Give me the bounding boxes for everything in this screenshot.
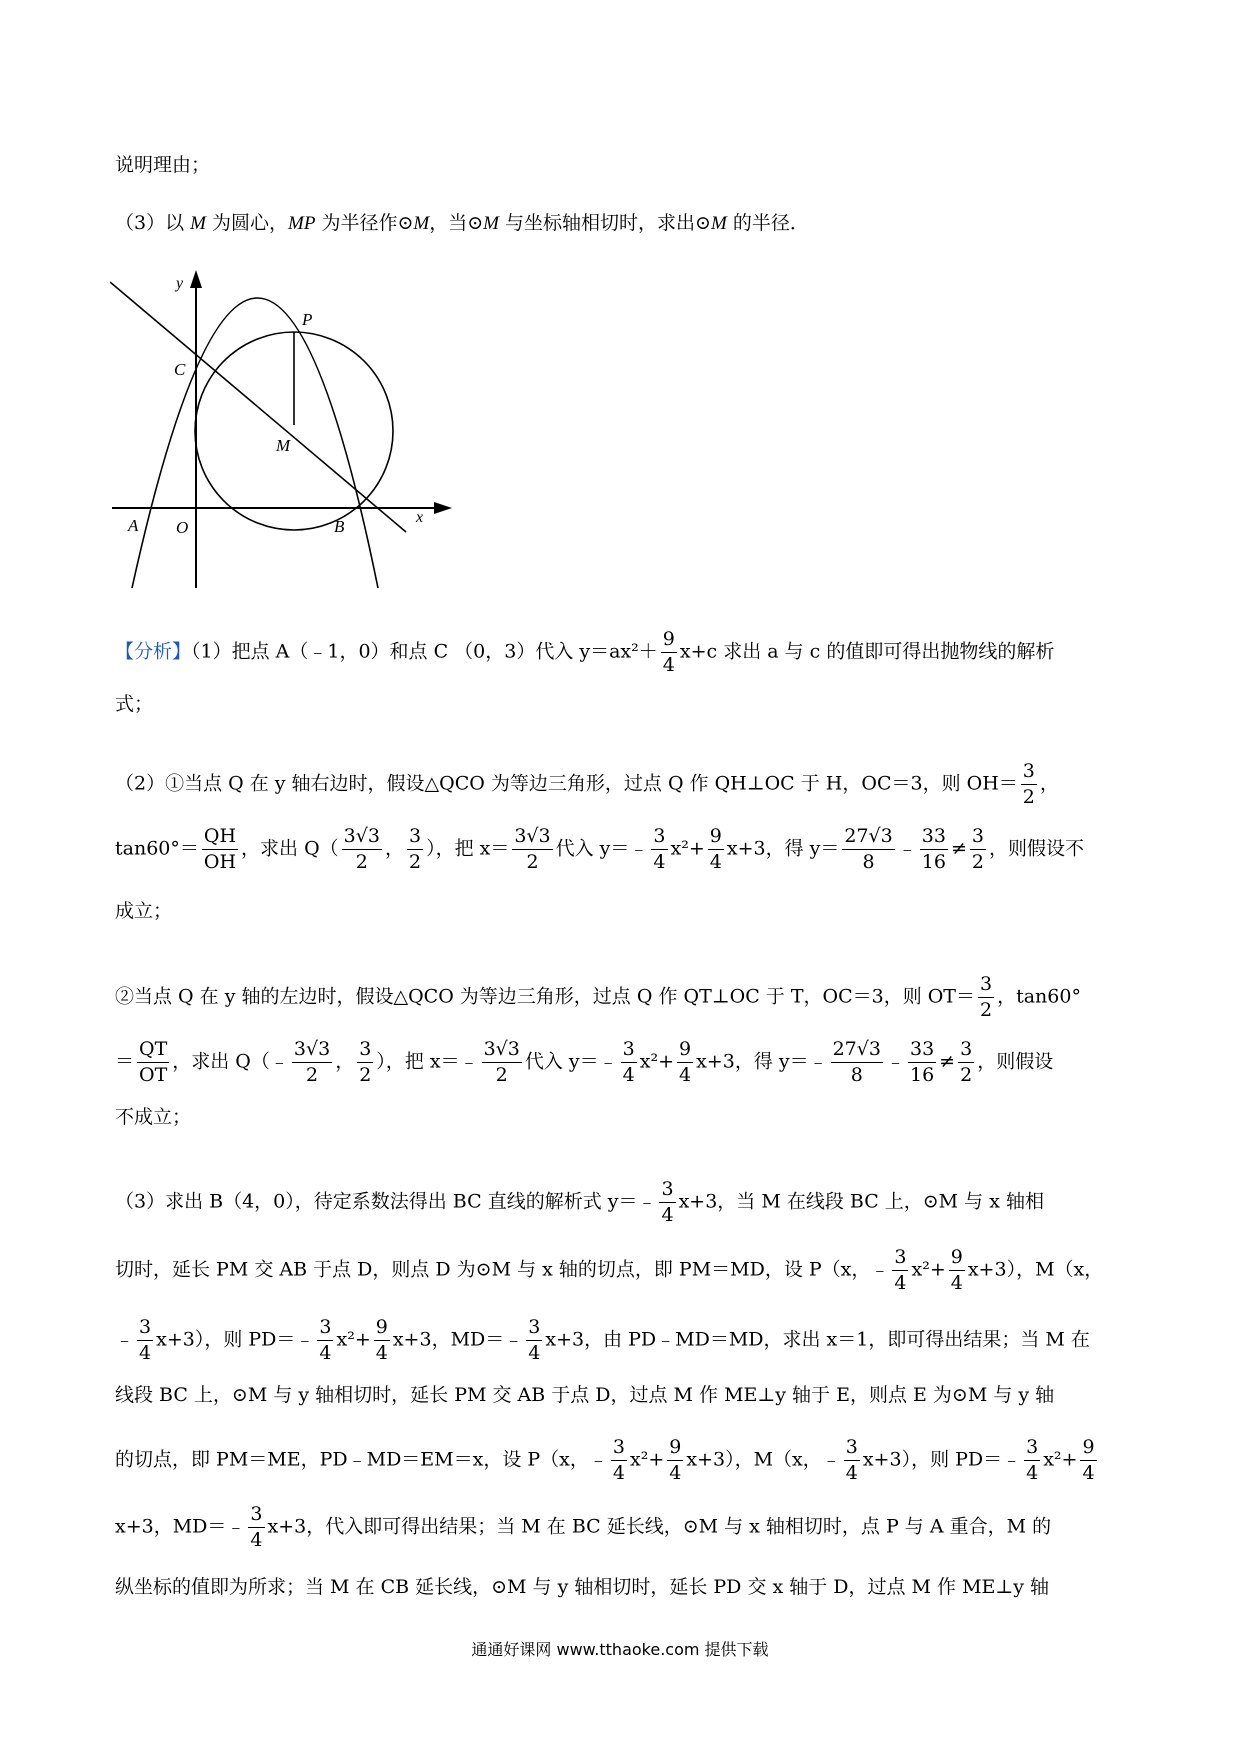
analysis-1-cont: 式； [115,693,154,715]
analysis-3-3: ﹣ $\frac{3}{4}$ x+3），则 PD＝﹣ $\frac{3}{4}$ x²+ $\frac{9}{4}$ x+3，MD＝﹣ $\frac{3}{4}$ x+3，由 PD﹣MD＝MD，求出 x＝1，即可得出结果；当 M 在 [115,1316,1090,1364]
analysis-2-4: ②当点 Q 在 y 轴的左边时，假设△QCO 为等边三角形，过点 Q 作 QT⊥OC 于 T，OC＝3，则 OT＝ $\frac{3}{2}$ ，tan60° [115,973,1081,1021]
analysis-3-6: x+3，MD＝﹣ $\frac{3}{4}$ x+3，代入即可得出结果；当 M 在 BC 延长线，⊙M 与 x 轴相切时，点 P 与 A 重合，M 的 [115,1503,1052,1551]
label-A: A [128,516,139,535]
analysis-3-1: （3）求出 B（4，0），待定系数法得出 BC 直线的解析式 y＝﹣ $\frac{3}{4}$ x+3，当 M 在线段 BC 上，⊙M 与 x 轴相 [115,1178,1044,1226]
parabola [132,298,378,588]
label-x: x [416,509,424,526]
analysis-2-1: （2）①当点 Q 在 y 轴右边时，假设△QCO 为等边三角形，过点 Q 作 QH⊥OC 于 H，OC＝3，则 OH＝ $\frac{3}{2}$ ， [115,760,1059,808]
question-3: （3）以 M 为圆心，MP 为半径作⊙M，当⊙M 与坐标轴相切时，求出⊙M 的半径． [115,212,809,234]
analysis-3-5: 的切点，即 PM＝ME，PD﹣MD＝EM＝x，设 P（x，﹣ $\frac{3}{4}$ x²+ $\frac{9}{4}$ x+3），M（x，﹣ $\frac{3}{4}$ x+3），则 PD＝﹣ $\frac{3}{4}$ x²+ $\frac{9}{4}$ [115,1436,1095,1484]
label-y: y [176,275,184,292]
analysis-2-3: 成立； [115,900,173,922]
analysis-3-7: 纵坐标的值即为所求；当 M 在 CB 延长线，⊙M 与 y 轴相切时，延长 PD 交 x 轴于 D，过点 M 作 ME⊥y 轴 [115,1576,1050,1598]
label-O: O [176,518,189,537]
label-C: C [174,360,186,379]
analysis-tag: 【分析】 [115,640,192,663]
analysis-2-2: tan60°＝ $\frac{QH}{OH}$ ，求出 Q（ $\frac{3√3}{2}$ ， $\frac{3}{2}$ ），把 x＝ $\frac{3√3}{2}$ 代入 y＝﹣ $\frac{3}{4}$ x²+ $\frac{9}{4}$ x+3，得 y＝ $\frac{27√3}{8}$ ﹣ $\frac{33}{16}$ ≠ $\frac{3}{2}$ ，则假设不 [115,825,1084,873]
label-B: B [334,517,345,536]
analysis-3-4: 线段 BC 上，⊙M 与 y 轴相切时，延长 PM 交 AB 于点 D，过点 M 作 ME⊥y 轴于 E，则点 E 为⊙M 与 y 轴 [115,1384,1055,1406]
x-axis-arrow [434,502,452,514]
analysis-2-5: ＝ $\frac{QT}{OT}$ ，求出 Q（﹣ $\frac{3√3}{2}$ ， $\frac{3}{2}$ ），把 x＝﹣ $\frac{3√3}{2}$ 代入 y＝﹣ $\frac{3}{4}$ x²+ $\frac{9}{4}$ x+3，得 y＝﹣ $\frac{27√3}{8}$ ﹣ $\frac{33}{16}$ ≠ $\frac{3}{2}$ ，则假设 [115,1038,1054,1086]
analysis-3-2: 切时，延长 PM 交 AB 于点 D，则点 D 为⊙M 与 x 轴的切点，即 PM＝MD，设 P（x，﹣ $\frac{3}{4}$ x²+ $\frac{9}{4}$ x+3），M（x， [115,1246,1104,1294]
page-footer: 通通好课网 www.tthaoke.com 提供下载 [471,1640,769,1659]
label-M: M [276,436,291,455]
y-axis-arrow [190,270,202,288]
text-line-1: 说明理由； [115,154,211,176]
geometry-figure [110,268,470,598]
analysis-2-6: 不成立； [115,1106,192,1128]
label-P: P [302,310,313,329]
analysis-1: 【分析】（1）把点 A（﹣1，0）和点 C （0，3）代入 y＝ax²＋ $\frac{9}{4}$ x+c 求出 a 与 c 的值即可得出抛物线的解析 [115,628,1055,676]
